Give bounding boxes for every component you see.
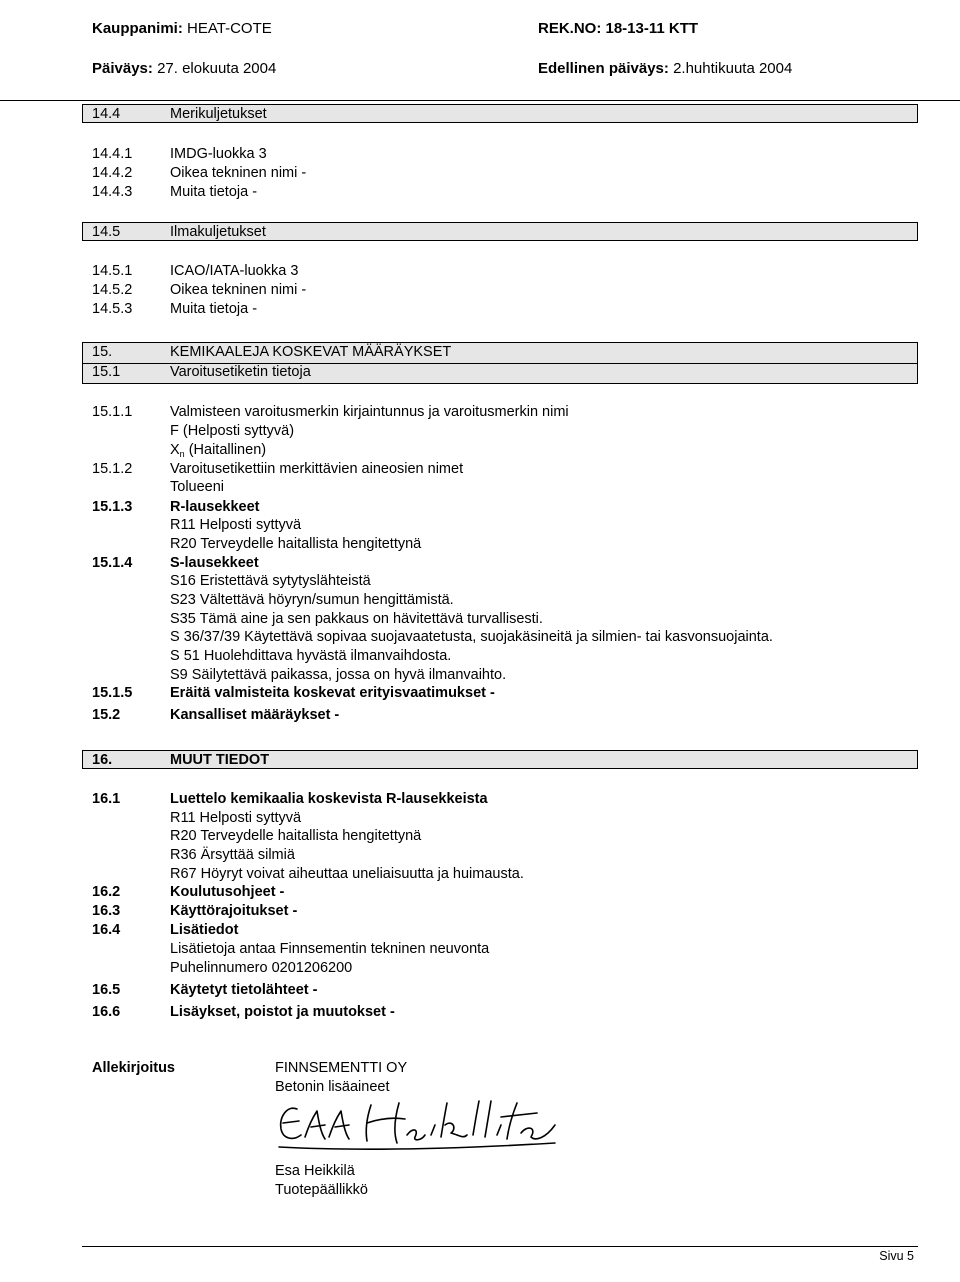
section-title: Ilmakuljetukset xyxy=(170,224,266,240)
item-title: Lisätiedot xyxy=(170,922,239,938)
date-value: 27. elokuuta 2004 xyxy=(157,60,277,77)
document-header xyxy=(0,14,960,101)
item-number: 15.1.4 xyxy=(92,555,133,571)
signature-label: Allekirjoitus xyxy=(92,1060,175,1076)
item-number: 15.2 xyxy=(92,707,121,723)
page-number: Sivu 5 xyxy=(879,1249,914,1263)
item-title: Koulutusohjeet - xyxy=(170,884,285,900)
item-number: 14.5.2 xyxy=(92,282,133,298)
section-title: MUUT TIEDOT xyxy=(170,752,270,768)
item-number: 16.3 xyxy=(92,903,121,919)
list-item: IMDG-luokka 3 xyxy=(170,146,267,162)
item-line: Tolueeni xyxy=(170,479,225,495)
item-title: Varoitusetikettiin merkittävien aineosien nimet xyxy=(170,461,464,477)
item-line: R67 Höyryt voivat aiheuttaa uneliaisuutta ja huimausta. xyxy=(170,866,524,882)
section-15-header xyxy=(82,342,918,384)
item-title: Käyttörajoitukset - xyxy=(170,903,298,919)
section-number: 14.4 xyxy=(92,106,121,122)
item-line: R20 Terveydelle haitallista hengitettynä xyxy=(170,536,422,552)
footer-divider xyxy=(82,1246,918,1247)
item-title: Luettelo kemikaalia koskevista R-lausekkeista xyxy=(170,791,488,807)
signer-name: Esa Heikkilä xyxy=(275,1163,355,1179)
item-line: Lisätietoja antaa Finnsementin tekninen neuvonta xyxy=(170,941,490,957)
item-number: 15.1.3 xyxy=(92,499,133,515)
section-number: 14.5 xyxy=(92,224,121,240)
item-line: Puhelinnumero 0201206200 xyxy=(170,960,353,976)
item-number: 16.4 xyxy=(92,922,121,938)
list-item: Oikea tekninen nimi - xyxy=(170,282,307,298)
product-label: Kauppanimi: xyxy=(92,20,183,37)
item-number: 14.5.3 xyxy=(92,301,133,317)
section-16-header xyxy=(82,750,918,769)
item-number: 14.5.1 xyxy=(92,263,133,279)
item-title: Lisäykset, poistot ja muutokset - xyxy=(170,1004,395,1020)
item-line: R11 Helposti syttyvä xyxy=(170,517,302,533)
item-line: S 36/37/39 Käytettävä sopivaa suojavaatetusta, suojakäsineitä ja silmien- tai kasvonsuojainta. xyxy=(170,629,773,645)
item-line: S9 Säilytettävä paikassa, jossa on hyvä ilmanvaihto. xyxy=(170,667,507,683)
item-title: Kansalliset määräykset - xyxy=(170,707,340,723)
item-line: $X_n$ (Haitallinen) xyxy=(170,442,267,459)
item-number: 16.5 xyxy=(92,982,121,998)
list-item: Muita tietoja - xyxy=(170,184,258,200)
item-line: F (Helposti syttyvä) xyxy=(170,423,295,439)
registration-number: REK.NO: 18-13-11 KTT xyxy=(538,20,699,37)
item-title: Valmisteen varoitusmerkin kirjaintunnus ja varoitusmerkin nimi xyxy=(170,404,569,420)
item-title: S-lausekkeet xyxy=(170,555,259,571)
previous-date-label: Edellinen päiväys: xyxy=(538,60,669,77)
section-number: 15. xyxy=(92,344,113,360)
item-line: S16 Eristettävä sytytyslähteistä xyxy=(170,573,371,589)
item-line: R36 Ärsyttää silmiä xyxy=(170,847,295,863)
item-line: R20 Terveydelle haitallista hengitettynä xyxy=(170,828,422,844)
product-name: HEAT-COTE xyxy=(187,20,272,37)
item-line: R11 Helposti syttyvä xyxy=(170,810,302,826)
handwritten-signature xyxy=(275,1095,560,1155)
item-line: S23 Vältettävä höyryn/sumun hengittämistä. xyxy=(170,592,454,608)
list-item: Oikea tekninen nimi - xyxy=(170,165,307,181)
section-title: KEMIKAALEJA KOSKEVAT MÄÄRÄYKSET xyxy=(170,344,452,360)
list-item: ICAO/IATA-luokka 3 xyxy=(170,263,299,279)
item-number: 15.1.1 xyxy=(92,404,133,420)
item-title: Käytetyt tietolähteet - xyxy=(170,982,318,998)
item-title: R-lausekkeet xyxy=(170,499,260,515)
subsection-title: Varoitusetiketin tietoja xyxy=(170,364,311,380)
company-name: FINNSEMENTTI OY xyxy=(275,1060,408,1076)
department-name: Betonin lisäaineet xyxy=(275,1079,390,1095)
item-number: 14.4.1 xyxy=(92,146,133,162)
signer-title: Tuotepäällikkö xyxy=(275,1182,368,1198)
item-number: 16.2 xyxy=(92,884,121,900)
previous-date-value: 2.huhtikuuta 2004 xyxy=(673,60,793,77)
section-title: Merikuljetukset xyxy=(170,106,267,122)
date-label: Päiväys: xyxy=(92,60,153,77)
item-line: S 51 Huolehdittava hyvästä ilmanvaihdosta. xyxy=(170,648,452,664)
section-14-5-header xyxy=(82,222,918,241)
item-number: 15.1.5 xyxy=(92,685,133,701)
item-number: 14.4.3 xyxy=(92,184,133,200)
item-number: 16.1 xyxy=(92,791,121,807)
section-number: 16. xyxy=(92,752,113,768)
item-title: Eräitä valmisteita koskevat erityisvaatimukset - xyxy=(170,685,495,701)
subsection-number: 15.1 xyxy=(92,364,121,380)
item-line: S35 Tämä aine ja sen pakkaus on hävitettävä turvallisesti. xyxy=(170,611,543,627)
item-number: 16.6 xyxy=(92,1004,121,1020)
list-item: Muita tietoja - xyxy=(170,301,258,317)
item-number: 15.1.2 xyxy=(92,461,133,477)
section-14-4-header xyxy=(82,104,918,123)
item-number: 14.4.2 xyxy=(92,165,133,181)
